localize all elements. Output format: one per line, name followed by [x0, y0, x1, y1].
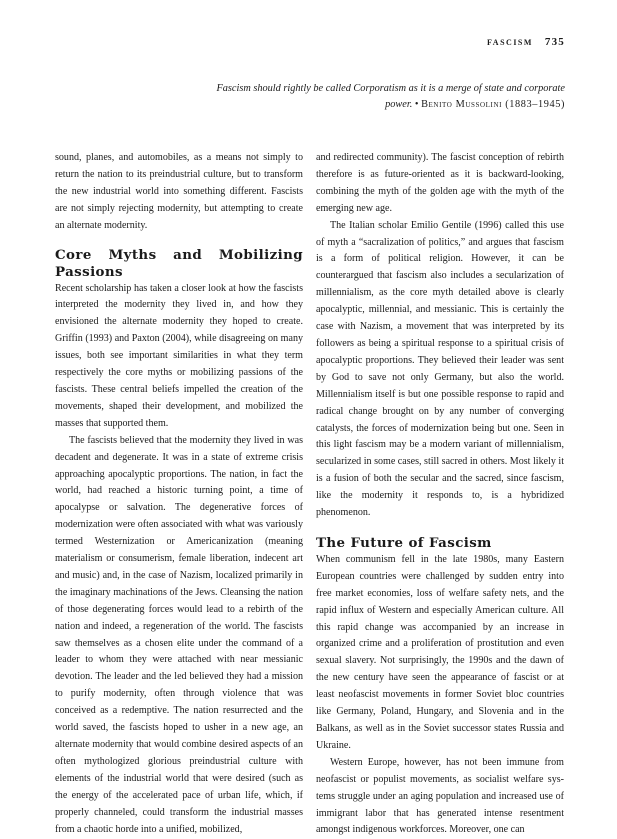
epigraph-author: Benito Mussolini (1883–1945) — [421, 98, 565, 110]
paragraph: Western Europe, however, has not been immune from neofascist or populist movements, as socialist welfare systems struggle under an aging population and increased use of immigrant labor that has generated intense resentment amongst indigenous workforces. Moreover, one can — [316, 756, 564, 836]
paragraph: When communism fell in the late 1980s, many Eastern European countries were challenged by sudden entry into free market economies, loss of welfare safety nets, and the rapid influx of Western and especially American culture. All this rapid change was accompanied by an increase in organized crime and a proliferation of prostitution and even sexual slavery. Not surprisingly, the 1990s and the dawn of the new century have seen the appearance of fascist or at least neofascist movements in former Soviet bloc countries like Germany, Poland, Hungary, and Slovenia and in the Balkans, as well as in the Soviet successor states Russia and Ukraine. — [316, 553, 564, 751]
section-heading-future: The Future of Fascism — [316, 534, 492, 551]
paragraph: The Italian scholar Emilio Gentile (1996) called this use of myth a “sacralization of politics,” and argues that fascism is a form of political religion. However, it can be counterargued that fascism also includes a secularization of millennialism, as the core myth detailed above is clearly apocalyptic, millennial, and messianic. This is certainly the case with Nazism, a movement that was interpreted by its followers as being a spiritual response to a spiritual crisis of apocalyptic proportions. They believed their leader was sent by God to save not only Germany, but also the world. Millennialism itself is but one possible response to rapid and radical change brought on by any number of converging catalysts, the forces of modernization being but one. Seen in this light fascism may be a modern variant of millennialism, secularized in some cases, still sacred in others. Most likely it is a fusion of both the secular and the sacred, since fascism, like the modernity it responds to, is a hybridized phenomenon. — [316, 219, 564, 519]
paragraph: and redirected community). The fascist conception of rebirth therefore is as future-oriented as it is backward-looking, combining the myth of the golden age with the myth of the emerging new age. — [316, 152, 564, 214]
page-number: 735 — [544, 36, 565, 48]
paragraph: The fascists believed that the modernity they lived in was decadent and degenerate. It was in a state of extreme crisis approaching apocalyptic proportions. The nation, in fact the world, had reached a historic turning point, a time of apocalypse or salvation. The degenerative forces of modernization were often associated with what was variously termed Westernization or Americanization (meaning materialism or consumerism, female liberation, indecent art and music) and, in the case of Nazism, localized primarily in the imaginary machinations of the Jews. Cleansing the nation of those degenerating forces would lead to a rebirth of the nation and indeed, a regeneration of the world. The fascists saw themselves as a chosen elite under the command of a leader to whom they were attached with near messianic devotion. The leader and the led believed they had a mission to purify modernity, often through violence that was conceived as a redemptive. The nation resurrected and the world saved, the fascists hoped to usher in a new age, an alternate modernity that would combine desired aspects of an often mythologized glorious preindustrial culture with elements of the industrial world that were desired (such as the energy of the accelerated pace of urban life, which, if properly channeled, could transform the industrial masses from a chaotic horde into a unified, mobilized, — [55, 434, 303, 835]
right-column — [316, 150, 564, 839]
paragraph: Recent scholarship has taken a closer look at how the fascists interpreted the modernity they lived in, and how they envisioned the alternate modernity they hoped to create. Griffin (1993) and Paxton (2004), while disagreeing on many issues, both see important similarities in what they term respectively the core myths or mobilizing passions of the fascists. These central beliefs impelled the creation of the movements, shaped their development, and mobilized the masses that supported them. — [55, 282, 303, 429]
epigraph — [205, 81, 565, 112]
epigraph-quote: Fascism should rightly be called Corporatism as it is a merge of state and corporate power. — [216, 83, 565, 110]
paragraph: sound, planes, and automobiles, as a means not simply to return the nation to its preindustrial culture, but to transform the new industrial world into something different. Fascists are not simply rejecting modernity, but attempting to create an alternate modernity. — [55, 152, 303, 231]
running-head — [487, 36, 565, 48]
left-column — [55, 150, 303, 838]
epigraph-separator: • — [414, 98, 419, 110]
running-head-title: fascism — [487, 36, 533, 48]
section-heading-core-myths: Core Myths and Mobilizing Passions — [55, 246, 303, 280]
